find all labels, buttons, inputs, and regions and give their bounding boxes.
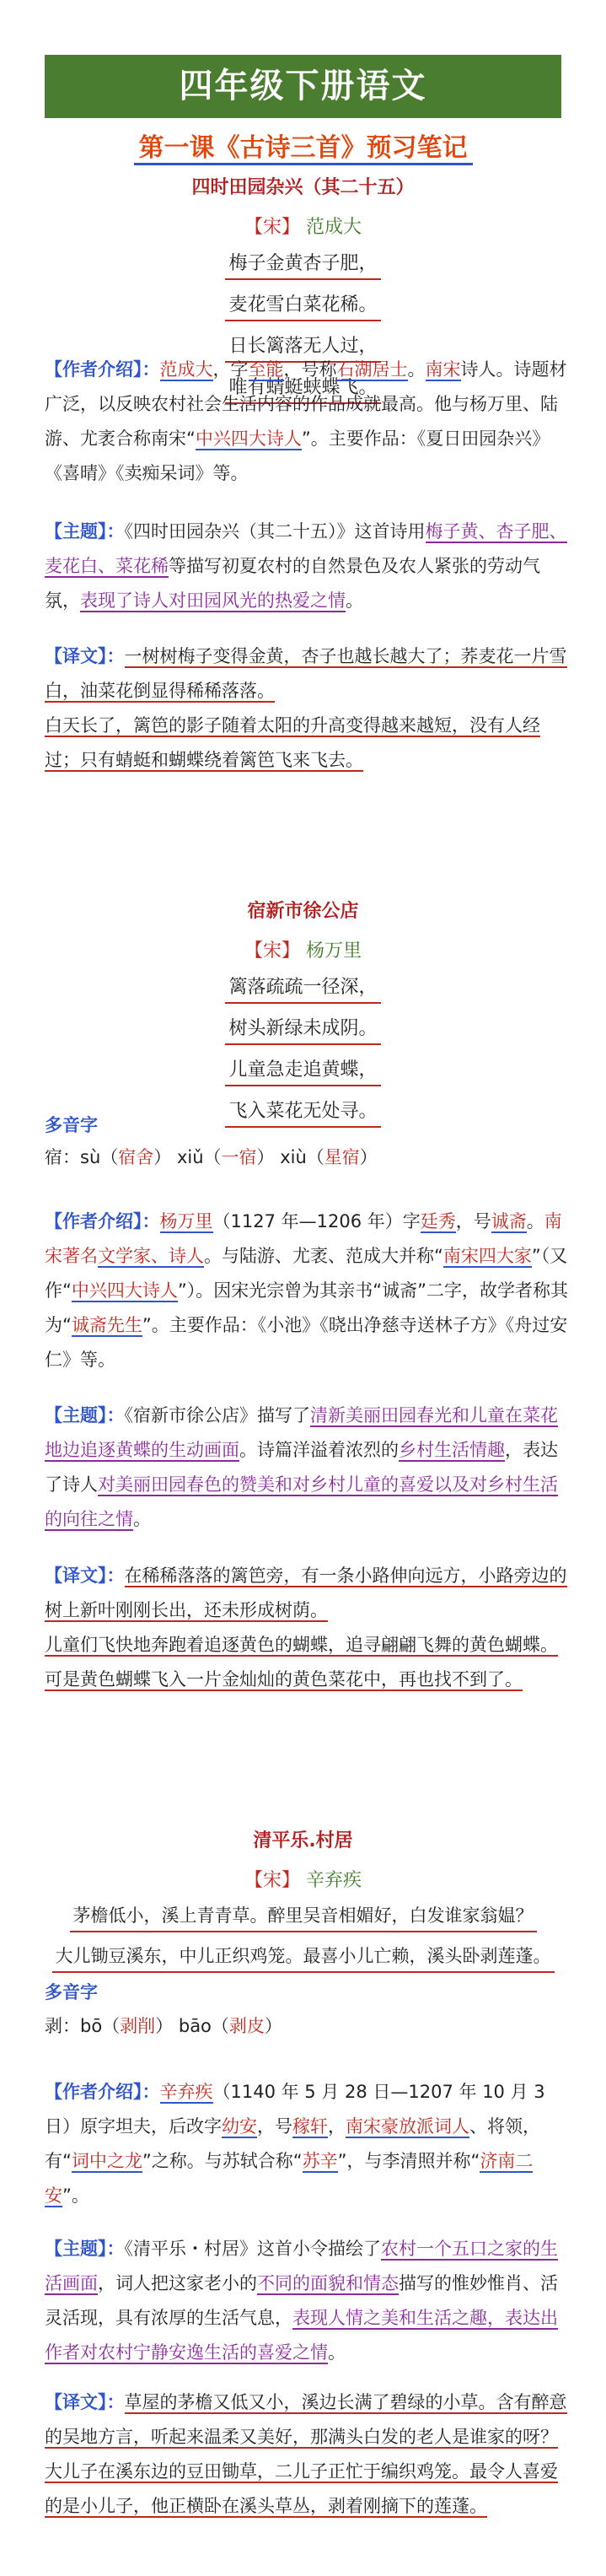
intro-text: 。 [526, 1211, 544, 1231]
intro-label: 【作者介绍】： [45, 2082, 160, 2102]
intro-em: 诚斋先生 [71, 1315, 142, 1335]
trans-text: 在稀稀落落的篱笆旁，有一条小路伸向远方，小路旁边的树上新叶刚刚长出，还未形成树荫。 [45, 1566, 567, 1620]
theme-em: 不同的面貌和情态 [257, 2273, 399, 2293]
poem3-line: 茅檐低小，溪上青青草。醉里吴音相媚好，白发谁家翁媪？ [70, 1900, 537, 1932]
duoyin-word: 剥皮 [228, 2016, 265, 2036]
poem1-author: 范成大 [306, 217, 362, 238]
theme-text: ，词人把这家老小的 [98, 2273, 257, 2293]
intro-text: 、将领，有“ [45, 2116, 540, 2171]
intro-text: ，号 [257, 2116, 292, 2137]
poem2-author-intro [45, 1204, 572, 1377]
theme-em: 表现人情之美和生活之趣，表达出作者对农村宁静安逸生活的喜爱之情 [45, 2308, 558, 2363]
theme-em: 表现了诗人对田园风光的热爱之情 [80, 590, 346, 611]
poem2-line: 儿童急走追黄蝶， [225, 1054, 380, 1086]
poem1-author-line [0, 213, 606, 239]
poem2-duoyin-heading: 多音字 [45, 1115, 98, 1135]
duoyin-text: 剥：bō（ [45, 2016, 121, 2036]
poem1-dynasty: 【宋】 [244, 217, 300, 238]
theme-text: 《清平乐・村居》这首小令描绘了 [124, 2239, 381, 2259]
intro-em: 南宋著名 [45, 1211, 562, 1266]
intro-text: ，号 [455, 1211, 491, 1231]
intro-em: 南宋 [425, 359, 461, 380]
intro-text: ”。主要作品：《夏日田园杂兴》《喜晴》《卖痴呆词》等。 [45, 428, 550, 483]
intro-label: 【作者介绍】： [45, 359, 160, 380]
duoyin-text: ） bāo（ [155, 2016, 229, 2036]
theme-label: 【主题】： [45, 521, 125, 542]
intro-em: 词中之龙 [71, 2151, 142, 2171]
trans-text: 白天长了，篱笆的影子随着太阳的升高变得越来越短，没有人经过；只有蜻蜓和蝴蝶绕着篱笆飞来飞去。 [45, 715, 540, 770]
theme-text: 《四时田园杂兴（其二十五）》这首诗用 [124, 521, 426, 542]
poem3-title: 清平乐.村居 [253, 1830, 353, 1851]
subtitle-text: 第一课《古诗三首》预习笔记 [134, 133, 473, 165]
theme-em: 农村一个五口之家的生活画面 [45, 2239, 558, 2293]
intro-text: 。 [407, 359, 426, 380]
poem2-text [0, 971, 606, 1128]
theme-em: 梅子黄、杏子肥、麦花白、菜花稀 [45, 521, 567, 576]
poem1-title: 四时田园杂兴（其二十五） [191, 177, 415, 198]
intro-em: 杨万里 [159, 1211, 213, 1231]
theme-label: 【主题】： [45, 2239, 125, 2259]
theme-em: 对美丽田园春色的赞美和对乡村儿童的喜爱以及对乡村生活的向往之情 [45, 1474, 558, 1529]
intro-text: （1140 年 5 月 28 日—1207 年 10 月 3 日）原字坦夫，后改字 [45, 2082, 545, 2137]
poem2-duoyin [45, 1144, 378, 1169]
theme-em: 乡村生活情趣 [399, 1440, 505, 1460]
poem3-author-intro [45, 2075, 572, 2213]
poem3-translation [45, 2385, 572, 2524]
poem3-text [0, 1900, 606, 1973]
intro-em: 稼轩 [292, 2116, 328, 2137]
intro-text: ，号称 [283, 359, 337, 380]
trans-text: 儿童们飞快地奔跑着追逐黄色的蝴蝶，追寻翩翩飞舞的黄色蝴蝶。可是黄色蝴蝶飞入一片金灿灿的黄色菜花中，再也找不到了。 [45, 1635, 558, 1689]
poem3-duoyin-heading: 多音字 [45, 1982, 98, 2002]
intro-em: 南宋豪放派词人 [346, 2116, 469, 2137]
poem2-line: 飞入菜花无处寻。 [225, 1095, 380, 1128]
duoyin-text: 宿：sù（ [45, 1147, 119, 1167]
intro-em: 辛弃疾 [159, 2082, 213, 2102]
poem3-duoyin [45, 2013, 282, 2038]
trans-text: 一树树梅子变得金黄，杏子也越长越大了；荞麦花一片雪白，油菜花倒显得稀稀落落。 [45, 646, 567, 701]
intro-text: ”）。因宋光宗曾为其亲书“诚斋”二字，故学者称其为“ [45, 1280, 569, 1335]
trans-text: 草屋的茅檐又低又小，溪边长满了碧绿的小草。含有醉意的吴地方言，听起来温柔又美好，那满头白发的老人是谁家的呀？大儿子在溪东边的豆田锄草，二儿子正忙于编织鸡笼。最令人喜爱的是小儿子，他正横卧在溪头草丛，剥着刚摘下的莲蓬。 [45, 2392, 567, 2516]
intro-em: 至能 [248, 359, 284, 380]
intro-em: 济南二安 [45, 2151, 534, 2206]
poem1-theme [45, 515, 572, 618]
theme-text: 描写的惟妙惟肖、活灵活现，具有浓厚的生活气息， [45, 2273, 558, 2328]
intro-em: 苏辛 [302, 2151, 338, 2171]
duoyin-text: ） [264, 2016, 282, 2036]
duoyin-text: ） xiù（ [256, 1147, 324, 1167]
theme-text: 《宿新市徐公店》描写了 [124, 1405, 310, 1425]
theme-text: ，表达了诗人 [45, 1440, 558, 1495]
poem2-title: 宿新市徐公店 [247, 901, 359, 922]
lesson-subtitle [0, 127, 606, 164]
poem2-author-line [0, 936, 606, 962]
intro-em: 南宋四大家 [442, 1246, 532, 1266]
intro-text: ”。 [62, 2185, 89, 2206]
poem1-line: 唯有蜻蜓蛱蝶飞。 [225, 371, 380, 404]
trans-label: 【译文】： [45, 1566, 125, 1586]
poem2-header [0, 897, 606, 1128]
intro-label: 【作者介绍】： [45, 1211, 160, 1231]
intro-em: 中兴四大诗人 [195, 428, 302, 449]
duoyin-word: 一宿 [221, 1147, 257, 1167]
intro-em: 中兴四大诗人 [71, 1280, 178, 1301]
intro-em: 文学家、诗人 [98, 1246, 204, 1266]
trans-label: 【译文】： [45, 2392, 125, 2412]
poem3-author: 辛弃疾 [306, 1870, 362, 1891]
theme-label: 【主题】： [45, 1405, 125, 1425]
duoyin-word: 星宿 [324, 1147, 360, 1167]
poem1-line: 日长篱落无人过， [225, 330, 380, 363]
intro-text: ”之称。与苏轼合称“ [142, 2151, 303, 2171]
intro-text: ”。主要作品：《小池》《晓出净慈寺送林子方》《舟过安仁》等。 [45, 1315, 568, 1370]
intro-text: ， [328, 2116, 346, 2137]
trans-label: 【译文】： [45, 646, 125, 666]
theme-em: 清新美丽田园春光和儿童在菜花地边追逐黄蝶的生动画面 [45, 1405, 558, 1460]
poem2-translation [45, 1559, 572, 1697]
intro-text: （1127 年—1206 年）字 [212, 1211, 421, 1231]
intro-text: ”（又作“ [45, 1246, 568, 1301]
intro-text: ”，与李清照并称“ [337, 2151, 480, 2171]
intro-em: 诚斋 [491, 1211, 527, 1231]
theme-text: 。 [328, 2342, 346, 2363]
duoyin-text: ） xiǔ（ [153, 1147, 222, 1167]
poem1-translation [45, 639, 572, 778]
duoyin-text: ） [359, 1147, 378, 1167]
intro-em: 石湖居士 [336, 359, 408, 380]
intro-em: 幼安 [222, 2116, 257, 2137]
poem3-header [0, 1826, 606, 1973]
poem1-line: 麦花雪白菜花稀。 [225, 288, 380, 321]
poem3-author-line [0, 1866, 606, 1892]
poem3-line: 大儿锄豆溪东，中儿正织鸡笼。最喜小儿亡赖，溪头卧剥莲蓬。 [52, 1941, 555, 1973]
intro-text: 诗人。诗题材广泛，以反映农村社会生活内容的作品成就最高。他与杨万里、陆游、尤袤合称南宋“ [45, 359, 567, 449]
poem3-theme [45, 2232, 572, 2370]
poem3-dynasty: 【宋】 [244, 1870, 300, 1891]
theme-text: 等描写初夏农村的自然景色及农人紧张的劳动气氛， [45, 556, 540, 611]
page-banner: 四年级下册语文 [45, 55, 561, 118]
poem2-author: 杨万里 [306, 940, 362, 962]
intro-em: 廷秀 [420, 1211, 456, 1231]
poem2-dynasty: 【宋】 [244, 940, 300, 962]
poem1-line: 梅子金黄杏子肥， [225, 247, 380, 280]
theme-text: 。诗篇洋溢着浓烈的 [239, 1440, 399, 1460]
duoyin-word: 宿舍 [118, 1147, 154, 1167]
poem1-author-intro [45, 353, 572, 491]
duoyin-word: 剥削 [120, 2016, 156, 2036]
poem2-line: 篱落疏疏一径深， [225, 971, 380, 1004]
intro-text: 。与陆游、尤袤、范成大并称“ [204, 1246, 443, 1266]
theme-text: 。 [133, 1509, 151, 1529]
theme-text: 。 [346, 590, 363, 611]
intro-em: 范成大 [159, 359, 213, 380]
poem2-line: 树头新绿未成阴。 [225, 1012, 380, 1045]
intro-text: ，字 [212, 359, 249, 380]
poem2-theme [45, 1398, 572, 1537]
